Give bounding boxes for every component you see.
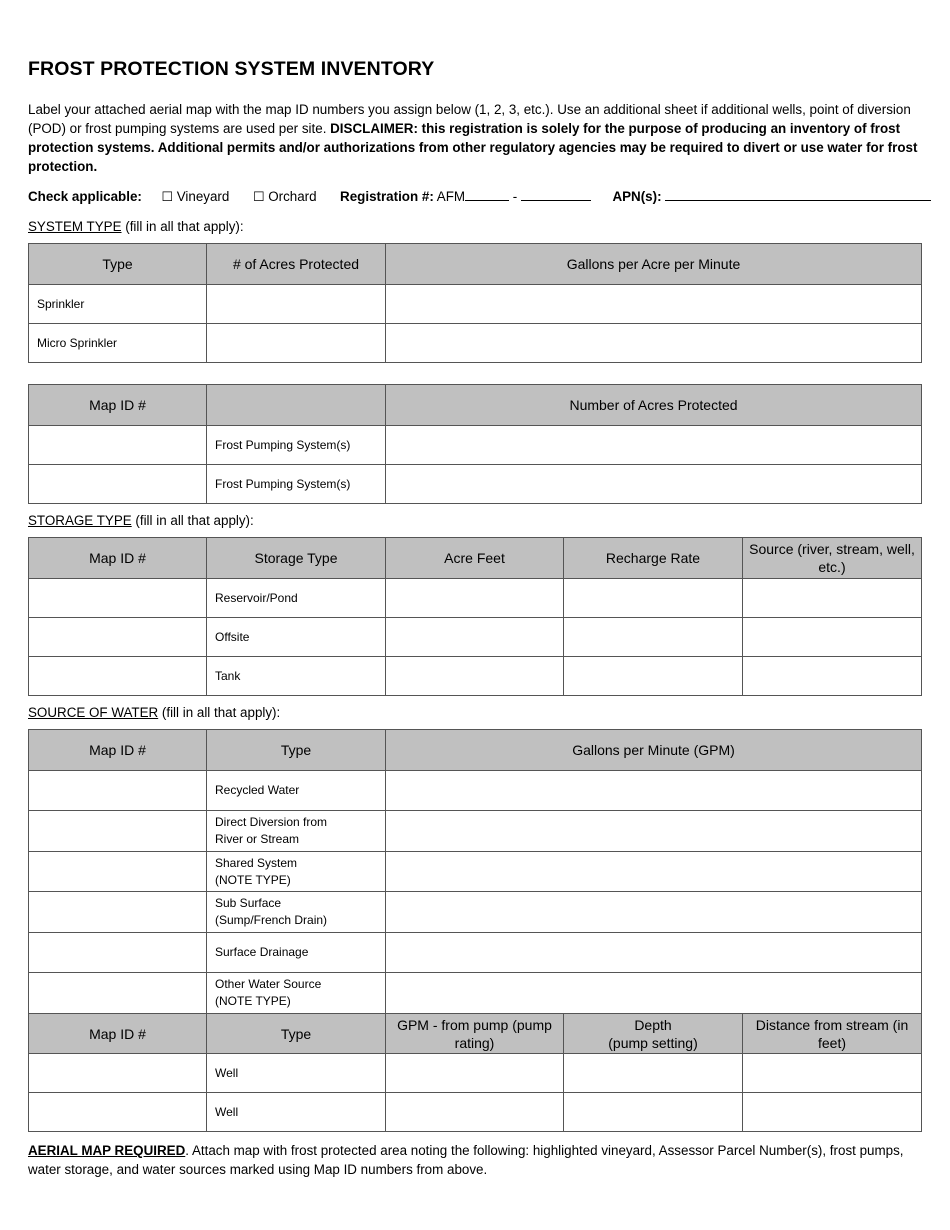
header-recharge-rate: Recharge Rate — [564, 538, 743, 579]
header-map-id: Map ID # — [29, 1014, 207, 1054]
offsite-map-id-cell[interactable] — [29, 618, 207, 657]
surface-drainage-map-id-cell[interactable] — [29, 933, 207, 973]
check-applicable-row — [28, 187, 922, 207]
sprinkler-gallons-cell[interactable] — [386, 285, 922, 324]
row-label-frost-pumping: Frost Pumping System(s) — [207, 426, 386, 465]
row-label-surface-drainage: Surface Drainage — [207, 933, 386, 973]
apn-label: APN(s): — [612, 189, 662, 204]
header-acres-protected: # of Acres Protected — [207, 244, 386, 285]
well-1-depth-cell[interactable] — [564, 1054, 743, 1093]
row-label-reservoir-pond: Reservoir/Pond — [207, 579, 386, 618]
direct-diversion-gpm-cell[interactable] — [386, 811, 922, 852]
micro-sprinkler-gallons-cell[interactable] — [386, 324, 922, 363]
reservoir-recharge-cell[interactable] — [564, 579, 743, 618]
row-label-offsite: Offsite — [207, 618, 386, 657]
header-map-id: Map ID # — [29, 538, 207, 579]
header-map-id: Map ID # — [29, 385, 207, 426]
intro-paragraph — [28, 100, 922, 176]
shared-system-map-id-cell[interactable] — [29, 852, 207, 892]
row-label-well: Well — [207, 1093, 386, 1132]
header-storage-type: Storage Type — [207, 538, 386, 579]
source-of-water-table — [28, 729, 922, 1132]
orchard-label: Orchard — [268, 189, 317, 204]
source-of-water-heading — [28, 705, 280, 720]
header-distance-from-stream: Distance from stream (in feet) — [743, 1014, 922, 1054]
system-type-title: SYSTEM TYPE — [28, 219, 122, 234]
direct-diversion-map-id-cell[interactable] — [29, 811, 207, 852]
header-source: Source (river, stream, well, etc.) — [743, 538, 922, 579]
header-number-acres: Number of Acres Protected — [386, 385, 922, 426]
header-depth: Depth (pump setting) — [564, 1014, 743, 1054]
offsite-acre-feet-cell[interactable] — [386, 618, 564, 657]
vineyard-label: Vineyard — [176, 189, 230, 204]
registration-number-field[interactable] — [465, 187, 509, 201]
well-2-depth-cell[interactable] — [564, 1093, 743, 1132]
vineyard-checkbox[interactable]: ☐ — [161, 190, 173, 205]
tank-source-cell[interactable] — [743, 657, 922, 696]
well-2-gpm-cell[interactable] — [386, 1093, 564, 1132]
row-label-micro-sprinkler: Micro Sprinkler — [29, 324, 207, 363]
surface-drainage-gpm-cell[interactable] — [386, 933, 922, 973]
disclaimer-text: DISCLAIMER: this registration is solely for the purpose of producing an inventory of frost protection systems. Additional permits and/or authorizations from other regulatory agencies may be required to divert or use water for frost protection. — [28, 121, 918, 174]
intro-text: Label your attached aerial map with the map ID numbers you assign below (1, 2, 3, etc.). Use an additional sheet if additional wells, point of diversion (POD) or frost pumping systems are used per site. — [28, 102, 911, 136]
system-type-suffix: (fill in all that apply): — [121, 219, 244, 234]
reservoir-source-cell[interactable] — [743, 579, 922, 618]
well-1-gpm-cell[interactable] — [386, 1054, 564, 1093]
row-label-frost-pumping: Frost Pumping System(s) — [207, 465, 386, 504]
check-applicable-label: Check applicable: — [28, 189, 142, 204]
sprinkler-acres-cell[interactable] — [207, 285, 386, 324]
row-label-sub-surface: Sub Surface (Sump/French Drain) — [207, 892, 386, 933]
row-label-other-water-source: Other Water Source (NOTE TYPE) — [207, 973, 386, 1014]
source-of-water-title: SOURCE OF WATER — [28, 705, 159, 720]
apn-field[interactable] — [665, 187, 931, 201]
registration-label: Registration #: — [340, 189, 434, 204]
sub-surface-map-id-cell[interactable] — [29, 892, 207, 933]
header-type: Type — [207, 1014, 386, 1054]
aerial-map-note-text: . Attach map with frost protected area noting the following: highlighted vineyard, Assessor Parcel Number(s), frost pumps, water storage, and water sources marked using Map ID numbers from above. — [28, 1143, 904, 1177]
well-2-distance-cell[interactable] — [743, 1093, 922, 1132]
storage-type-suffix: (fill in all that apply): — [131, 513, 254, 528]
orchard-checkbox[interactable]: ☐ — [252, 190, 265, 205]
aerial-map-required-label: AERIAL MAP REQUIRED — [28, 1143, 186, 1158]
registration-prefix: AFM — [436, 189, 466, 204]
recycled-map-id-cell[interactable] — [29, 771, 207, 811]
row-label-well: Well — [207, 1054, 386, 1093]
storage-type-title: STORAGE TYPE — [28, 513, 132, 528]
header-gpm: Gallons per Minute (GPM) — [386, 730, 922, 771]
tank-recharge-cell[interactable] — [564, 657, 743, 696]
micro-sprinkler-acres-cell[interactable] — [207, 324, 386, 363]
header-gpm-pump-rating: GPM - from pump (pump rating) — [386, 1014, 564, 1054]
frost-pump-2-acres-cell[interactable] — [386, 465, 922, 504]
frost-pump-1-map-id-cell[interactable] — [29, 426, 207, 465]
sub-surface-gpm-cell[interactable] — [386, 892, 922, 933]
storage-type-heading — [28, 513, 254, 528]
frost-pump-1-acres-cell[interactable] — [386, 426, 922, 465]
row-label-recycled-water: Recycled Water — [207, 771, 386, 811]
source-of-water-suffix: (fill in all that apply): — [158, 705, 281, 720]
well-2-map-id-cell[interactable] — [29, 1093, 207, 1132]
header-blank — [207, 385, 386, 426]
well-1-distance-cell[interactable] — [743, 1054, 922, 1093]
offsite-source-cell[interactable] — [743, 618, 922, 657]
system-type-table — [28, 243, 922, 363]
other-source-map-id-cell[interactable] — [29, 973, 207, 1014]
header-type: Type — [29, 244, 207, 285]
row-label-sprinkler: Sprinkler — [29, 285, 207, 324]
reservoir-acre-feet-cell[interactable] — [386, 579, 564, 618]
offsite-recharge-cell[interactable] — [564, 618, 743, 657]
header-type: Type — [207, 730, 386, 771]
shared-system-gpm-cell[interactable] — [386, 852, 922, 892]
storage-type-table — [28, 537, 922, 696]
well-1-map-id-cell[interactable] — [29, 1054, 207, 1093]
page-title: FROST PROTECTION SYSTEM INVENTORY — [28, 58, 435, 80]
frost-pumping-table — [28, 384, 922, 504]
other-source-gpm-cell[interactable] — [386, 973, 922, 1014]
frost-pump-2-map-id-cell[interactable] — [29, 465, 207, 504]
tank-acre-feet-cell[interactable] — [386, 657, 564, 696]
header-gallons-per-acre: Gallons per Acre per Minute — [386, 244, 922, 285]
registration-suffix-field[interactable] — [521, 187, 591, 201]
tank-map-id-cell[interactable] — [29, 657, 207, 696]
header-acre-feet: Acre Feet — [386, 538, 564, 579]
row-label-tank: Tank — [207, 657, 386, 696]
header-map-id: Map ID # — [29, 730, 207, 771]
system-type-heading — [28, 219, 244, 234]
aerial-map-note — [28, 1141, 922, 1179]
registration-dash: - — [512, 189, 518, 204]
row-label-shared-system: Shared System (NOTE TYPE) — [207, 852, 386, 892]
recycled-gpm-cell[interactable] — [386, 771, 922, 811]
row-label-direct-diversion: Direct Diversion from River or Stream — [207, 811, 386, 852]
reservoir-map-id-cell[interactable] — [29, 579, 207, 618]
